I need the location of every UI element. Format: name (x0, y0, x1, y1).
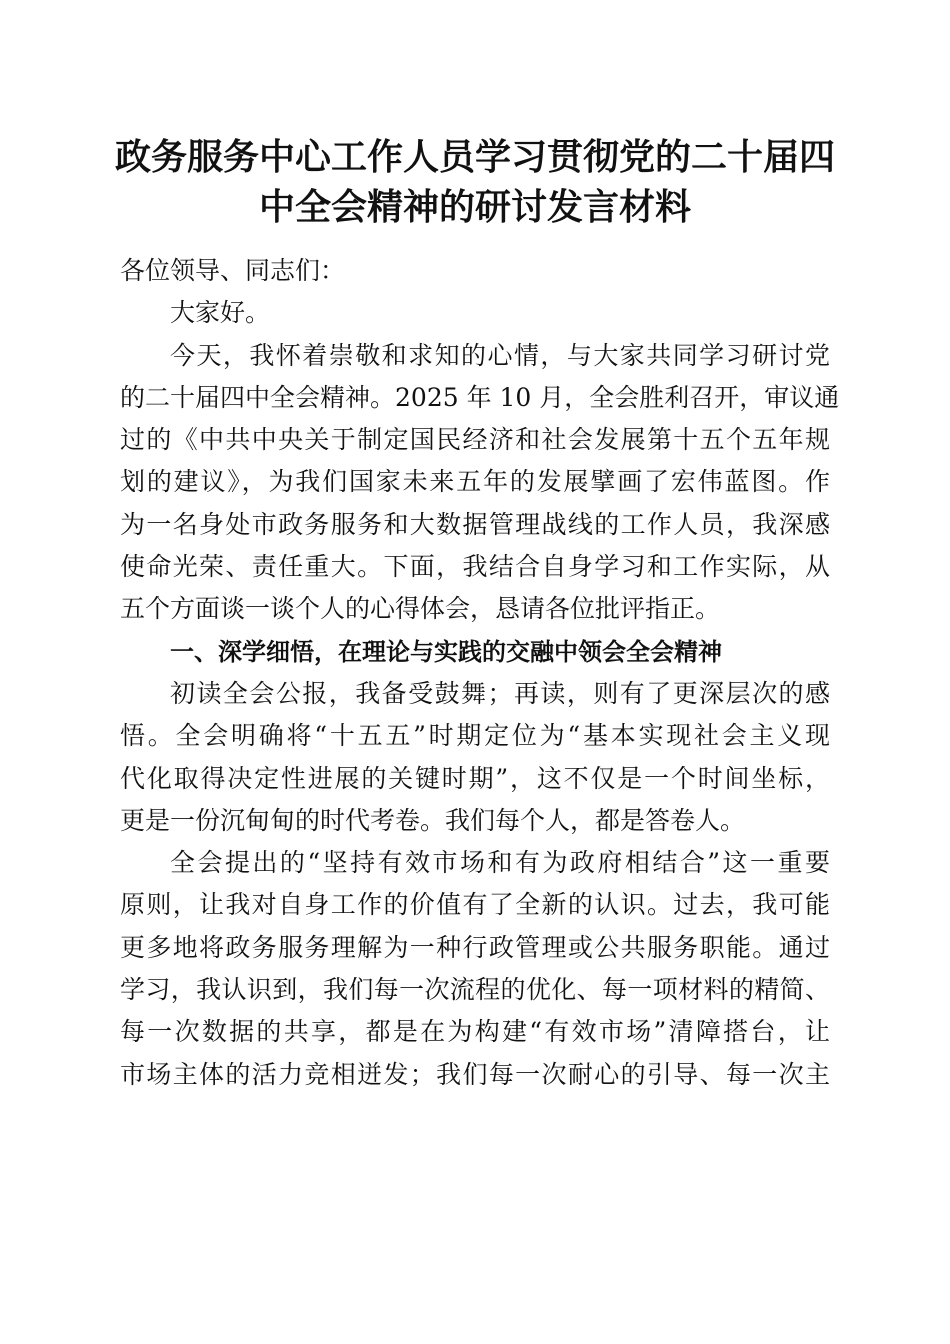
paragraph-line: 划的建议》，为我们国家未来五年的发展擘画了宏伟蓝图。作 (120, 467, 830, 497)
greeting: 大家好。 (170, 298, 271, 328)
paragraph-line: 为一名身处市政务服务和大数据管理战线的工作人员，我深感 (120, 509, 830, 539)
document-body (120, 250, 840, 1096)
paragraph-line: 悟。全会明确将“十五五”时期定位为“基本实现社会主义现 (120, 721, 830, 751)
paragraph-line: 学习，我认识到，我们每一次流程的优化、每一项材料的精简、 (120, 975, 830, 1005)
paragraph-line: 初读全会公报，我备受鼓舞；再读，则有了更深层次的感 (170, 678, 830, 708)
title-line-2: 中全会精神的研讨发言材料 (258, 186, 691, 228)
paragraph-line: 每一次数据的共享，都是在为构建“有效市场”清障搭台，让 (120, 1017, 830, 1047)
salutation: 各位领导、同志们： (120, 256, 346, 285)
paragraph-line: 过的《中共中央关于制定国民经济和社会发展第十五个五年规 (120, 425, 830, 455)
paragraph-line: 代化取得决定性进展的关键时期”，这不仅是一个时间坐标， (120, 763, 830, 793)
paragraph-line: 市场主体的活力竞相迸发；我们每一次耐心的引导、每一次主 (120, 1059, 830, 1089)
intro-paragraph (120, 335, 840, 631)
paragraph-line: 的二十届四中全会精神。2025 年 10 月，全会胜利召开，审议通 (120, 382, 840, 412)
section1-paragraph-1 (120, 673, 830, 842)
paragraph-line: 更多地将政务服务理解为一种行政管理或公共服务职能。通过 (120, 932, 830, 962)
section-heading: 一、深学细悟，在理论与实践的交融中领会全会精神 (170, 637, 722, 666)
paragraph-line: 更是一份沉甸甸的时代考卷。我们每个人，都是答卷人。 (120, 805, 746, 835)
paragraph-line: 使命光荣、责任重大。下面，我结合自身学习和工作实际，从 (120, 552, 830, 582)
paragraph-line: 五个方面谈一谈个人的心得体会，恳请各位批评指正。 (120, 594, 721, 624)
document-title (100, 132, 850, 232)
title-line-1: 政务服务中心工作人员学习贯彻党的二十届四 (114, 136, 835, 178)
paragraph-line: 全会提出的“坚持有效市场和有为政府相结合”这一重要 (170, 848, 830, 878)
section1-paragraph-2 (120, 842, 830, 1096)
paragraph-line: 今天，我怀着崇敬和求知的心情，与大家共同学习研讨党 (170, 340, 830, 370)
paragraph-line: 原则，让我对自身工作的价值有了全新的认识。过去，我可能 (120, 890, 830, 920)
